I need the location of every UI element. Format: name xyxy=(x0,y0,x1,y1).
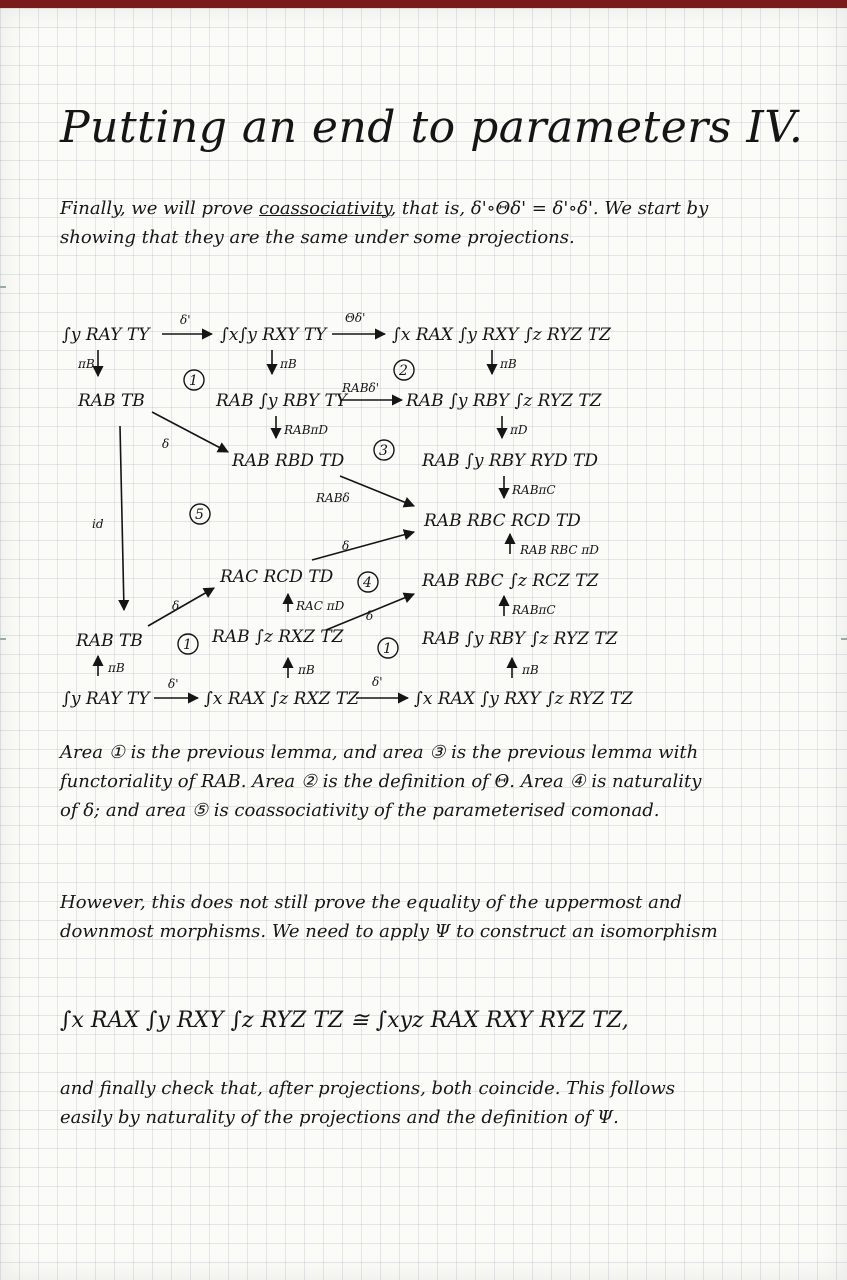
label-pi-b-bl: πB xyxy=(108,661,125,675)
node-r1-right: RAB ∫y RBY ∫z RYZ TZ xyxy=(406,391,602,411)
area-number: 5 xyxy=(195,507,204,523)
area-number: 1 xyxy=(383,641,392,657)
label-pi-d: πD xyxy=(510,423,528,437)
commutative-diagram xyxy=(40,288,760,728)
label-rab-pi-c-top: RABπC xyxy=(512,483,556,497)
node-rab-tb-top: RAB TB xyxy=(78,391,145,411)
arrow-rab-delta xyxy=(340,476,414,506)
label-top-delta1: δ' xyxy=(180,313,191,327)
margin-tick xyxy=(0,638,6,640)
node-r2-right: RAB ∫y RBY RYD TD xyxy=(422,451,598,471)
node-racrcd: RAC RCD TD xyxy=(220,567,334,587)
node-r4-right: RAB ∫y RBY ∫z RYZ TZ xyxy=(422,629,618,649)
label-pi-b-left: πB xyxy=(78,357,95,371)
margin-tick xyxy=(0,286,6,288)
label-rab-delta: RABδ xyxy=(316,491,350,505)
label-delta-low: δ xyxy=(172,599,180,613)
isomorphism-formula: ∫x RAX ∫y RXY ∫z RYZ TZ ≅ ∫xyz RAX RXY RYZ TZ, xyxy=(60,1008,629,1033)
label-rac-pi-d: RAC πD xyxy=(296,599,345,613)
area-number: 3 xyxy=(379,443,388,459)
label-pi-b-br: πB xyxy=(522,663,539,677)
arrow-identity xyxy=(120,426,124,610)
label-rab-pi-c-bot: RABπC xyxy=(512,603,556,617)
node-top-left: ∫y RAY TY xyxy=(62,325,150,345)
label-pi-b-mid: πB xyxy=(280,357,297,371)
label-rab-pi-d: RABπD xyxy=(284,423,329,437)
node-top-mid: ∫x∫y RXY TY xyxy=(220,325,327,345)
label-pi-b-bm: πB xyxy=(298,663,315,677)
however-paragraph: However, this does not still prove the equality of the uppermost and downmost morphisms. We need to apply Ψ to construct an isomorphism xyxy=(60,892,718,942)
label-pi-b-right: πB xyxy=(500,357,517,371)
label-top-theta: Θδ' xyxy=(345,311,366,325)
node-bottom-mid: ∫x RAX ∫z RXZ TZ xyxy=(204,689,359,709)
label-delta-diag: δ xyxy=(162,437,170,451)
page-title: Putting an end to parameters IV. xyxy=(60,102,804,153)
margin-tick xyxy=(841,638,847,640)
node-bottom-left: ∫y RAY TY xyxy=(62,689,150,709)
area-number: 4 xyxy=(363,575,372,591)
intro-text-before: Finally, we will prove xyxy=(60,198,259,219)
node-bottom-right: ∫x RAX ∫y RXY ∫z RYZ TZ xyxy=(414,689,633,709)
notebook-page xyxy=(0,8,847,1280)
node-center: RAB RBC RCD TD xyxy=(424,511,581,531)
label-rab-delta-prime: RABδ' xyxy=(342,381,380,395)
node-rab-tb-bottom: RAB TB xyxy=(76,631,143,651)
arrow-delta-low xyxy=(148,588,214,626)
label-bot-delta2: δ' xyxy=(372,675,383,689)
label-rab-rbc-pi-d: RAB RBC πD xyxy=(520,543,599,557)
label-delta-center: δ xyxy=(342,539,350,553)
area-number: 1 xyxy=(183,637,192,653)
final-paragraph: and finally check that, after projections, both coincide. This follows easily by naturality of the projections and the definition of Ψ. xyxy=(60,1078,675,1128)
node-rbd: RAB RBD TD xyxy=(232,451,345,471)
label-id: id xyxy=(92,517,104,531)
node-r1-mid: RAB ∫y RBY TY xyxy=(216,391,348,411)
areas-paragraph: Area ① is the previous lemma, and area ③ is the previous lemma with functoriality of RAB. Area ② is the definition of Θ. Area ④ is naturality of δ; and area ⑤ is coassociativity of the parameterised comonad. xyxy=(60,742,702,821)
arrow-delta-center xyxy=(312,532,414,560)
area-number: 1 xyxy=(189,373,198,389)
node-r3-right: RAB RBC ∫z RCZ TZ xyxy=(422,571,599,591)
label-delta-low2: δ xyxy=(366,609,374,623)
coassociativity-term: coassociativity xyxy=(259,198,391,219)
intro-text-after: , that is, δ'∘Θδ' = δ'∘δ'. We start by showing that they are the same under some projections. xyxy=(60,198,709,248)
label-bot-delta1: δ' xyxy=(168,677,179,691)
node-r4-mid: RAB ∫z RXZ TZ xyxy=(212,627,344,647)
intro-paragraph xyxy=(60,194,720,252)
area-number: 2 xyxy=(399,363,408,379)
node-top-right: ∫x RAX ∫y RXY ∫z RYZ TZ xyxy=(392,325,611,345)
